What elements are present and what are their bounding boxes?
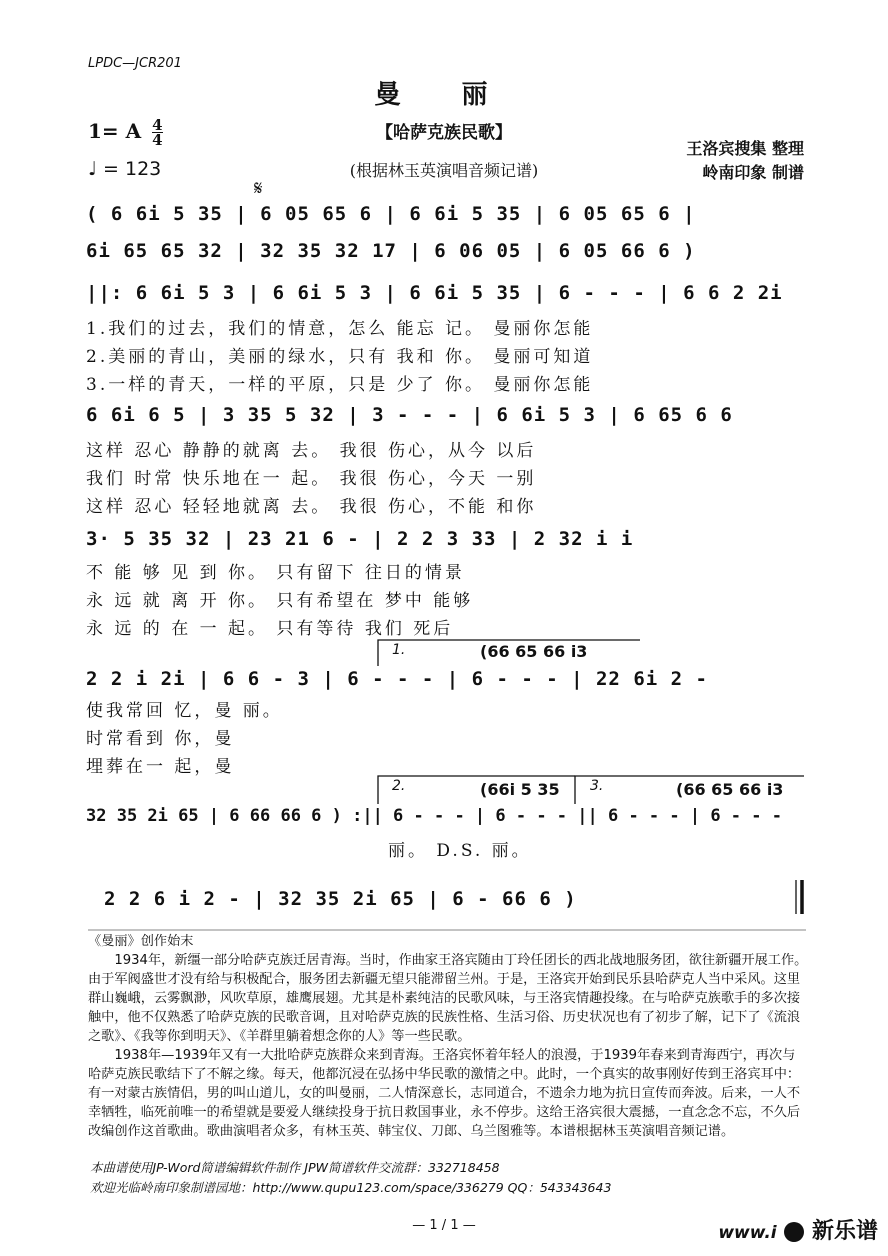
score-row-3: ||: 6 6i 5 3 | 6 6i 5 3 | 6 6i 5 35 | 6 - - - | 6 6 2 2i bbox=[86, 282, 783, 304]
source-note: (根据林玉英演唱音频记谱) bbox=[349, 161, 539, 180]
time-signature: $\frac{4}{4}$ bbox=[152, 116, 163, 149]
lyric-line: 丽。 D.S. 丽。 bbox=[388, 841, 532, 861]
lyric-line: 2.美丽的青山，美丽的绿水，只有 我和 你。 曼丽可知道 bbox=[86, 347, 594, 367]
article-heading: 《曼丽》创作始末 bbox=[88, 934, 194, 949]
watermark-brand: 新乐谱 bbox=[811, 1219, 878, 1244]
article-paragraph: 1938年—1939年又有一大批哈萨克族群众来到青海。王洛宾怀着年轻人的浪漫，于1939年春来到青海西宁，再次与哈萨克族民歌结下了不解之缘。每天，他都沉浸在弘扬中华民歌的激情之中。此时，一个真实的故事刚好传到王洛宾耳中：有一对蒙古族情侣，男的叫山道儿，女的叫曼丽，二人情深意长，志同道合，不遗余力地为抗日宣传而奔波。后来，一人不幸牺牲，临死前唯一的希望就是要爱人继续投身于抗日救国事业，永不停步。这给王洛宾很大震撼，一直念念不忘，不久后改编创作这首歌曲。歌曲演唱者众多，有林玉英、韩宝仪、刀郎、乌兰图雅等。本谱根据林玉英演唱音频记谱。 bbox=[88, 1048, 801, 1139]
segno-sign: 𝄋 bbox=[254, 176, 263, 200]
lyric-line: 这样 忍心 静静的就离 去。 我很 伤心，从今 以后 bbox=[86, 441, 537, 461]
lyric-line: 永 远 的 在 一 起。 只有等待 我们 死后 bbox=[86, 619, 454, 639]
score-row-5: 3· 5 35 32 | 23 21 6 - | 2 2 3 33 | 2 32 i i bbox=[86, 528, 634, 550]
subtitle: 【哈萨克族民歌】 bbox=[376, 123, 512, 143]
page-number: — 1 / 1 — bbox=[412, 1218, 476, 1233]
ending-1-notes: (66 65 66 i3 bbox=[480, 642, 588, 661]
score-row-1: ( 6 6i 5 35 | 6 05 65 6 | 6 6i 5 35 | 6 05 65 6 | bbox=[86, 203, 696, 225]
collector-credit: 王洛宾搜集 整理 bbox=[686, 139, 804, 158]
ending-3-notes: (66 65 66 i3 bbox=[676, 780, 784, 799]
lyric-line: 1.我们的过去，我们的情意，怎么 能忘 记。 曼丽你怎能 bbox=[86, 319, 594, 339]
lyric-line: 使我常回 忆，曼 丽。 bbox=[86, 701, 283, 721]
ending-1-label: 1. bbox=[392, 642, 406, 658]
lyric-line: 3.一样的青天，一样的平原，只是 少了 你。 曼丽你怎能 bbox=[86, 375, 594, 395]
record-icon bbox=[784, 1222, 804, 1242]
lyric-line: 埋葬在一 起，曼 bbox=[86, 757, 235, 777]
lyric-line: 永 远 就 离 开 你。 只有希望在 梦中 能够 bbox=[86, 591, 474, 611]
footer-software: 本曲谱使用JP-Word简谱编辑软件制作 JPW简谱软件交流群：332718458 bbox=[90, 1160, 500, 1175]
score-row-6: 2 2 i 2i | 6 6 - 3 | 6 - - - | 6 - - - | 22 6i 2 - bbox=[86, 668, 708, 690]
lyric-line: 不 能 够 见 到 你。 只有留下 往日的情景 bbox=[86, 563, 465, 583]
article bbox=[88, 932, 808, 1141]
quarter-note-icon: ♩ bbox=[88, 158, 97, 180]
lyric-line: 我们 时常 快乐地在一 起。 我很 伤心，今天 一别 bbox=[86, 469, 537, 489]
tempo: ♩ = 123 bbox=[88, 158, 162, 180]
score-row-2: 6i 65 65 32 | 32 35 32 17 | 6 06 05 | 6 05 66 6 ) bbox=[86, 240, 696, 262]
ending-2-notes: (66i 5 35 bbox=[480, 780, 560, 799]
ending-2-label: 2. bbox=[392, 778, 406, 794]
score-code: LPDC—JCR201 bbox=[88, 56, 182, 71]
score-row-8: 2 2 6 i 2 - | 32 35 2i 65 | 6 - 66 6 ) bbox=[104, 888, 577, 910]
lyric-line: 时常看到 你，曼 bbox=[86, 729, 235, 749]
score-row-4: 6 6i 6 5 | 3 35 5 32 | 3 - - - | 6 6i 5 3 | 6 65 6 6 bbox=[86, 404, 733, 426]
article-paragraph: 1934年，新缰一部分哈萨克族迁居青海。当时，作曲家王洛宾随由丁玲任团长的西北战地服务团，欲往新疆开展工作。由于军阀盛世才没有给与积极配合，服务团去新疆无望只能滞留兰州。于是，王洛宾开始到民乐县哈萨克人当中采风。这里群山巍峨，云雾飘渺，风吹草原，雄鹰展翅。尤其是朴素纯洁的民歌风味，与王洛宾情趣投缘。在与哈萨克族歌手的多次接触中，他不仅熟悉了哈萨克族的民歌音调，且对哈萨克族的民族性格、生活习俗、历史状况也有了初步了解，记下了《流浪之歌》、《我等你到明天》、《羊群里躺着想念你的人》等一些民歌。 bbox=[88, 953, 808, 1044]
producer-credit: 岭南印象 制谱 bbox=[702, 163, 804, 182]
watermark-prefix: www.i bbox=[718, 1223, 777, 1243]
key-text: 1= A bbox=[88, 119, 142, 143]
ending-3-label: 3. bbox=[590, 778, 604, 794]
watermark-logo bbox=[718, 1214, 878, 1245]
score-row-7: 32 35 2i 65 | 6 66 66 6 ) :|| 6 - - - | 6 - - - || 6 - - - | 6 - - - bbox=[86, 806, 782, 826]
lyric-line: 这样 忍心 轻轻地就离 去。 我很 伤心，不能 和你 bbox=[86, 497, 537, 517]
song-title: 曼 丽 bbox=[374, 80, 514, 110]
footer-website: 欢迎光临岭南印象制谱园地：http://www.qupu123.com/space/336279 QQ：543343643 bbox=[90, 1180, 612, 1195]
